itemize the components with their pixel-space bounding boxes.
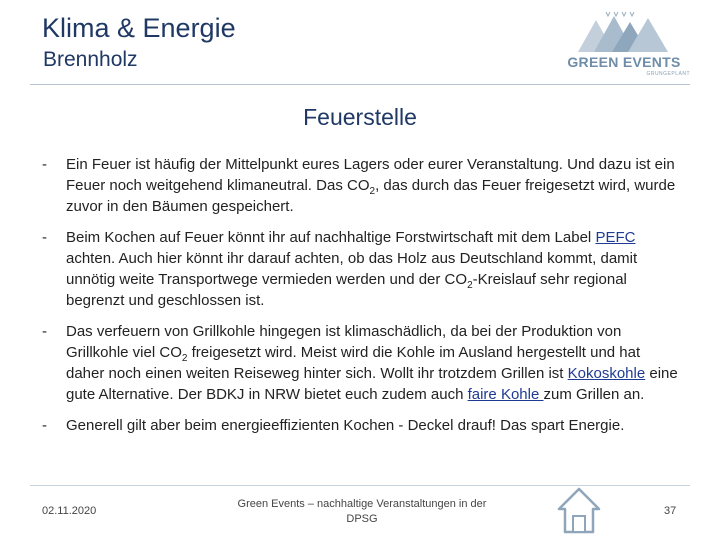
subscript: 2 [181, 353, 188, 364]
footer-date: 02.11.2020 [42, 505, 97, 517]
bullet-text: Beim Kochen auf Feuer könnt ihr auf nachhaltige Forstwirtschaft mit dem Label [66, 229, 596, 246]
bullet-text: zum Grillen an. [543, 386, 645, 403]
logo-wordmark: GREEN EVENTS [567, 54, 681, 70]
bullet-text: Ein Feuer ist häufig der Mittelpunkt eures Lagers oder eurer Veranstaltung. Und dazu ist ein Feuer noch weitgehend klimaneutral. Das CO [66, 156, 675, 194]
bullet-item [42, 415, 682, 436]
bullet-dash: - [42, 229, 47, 246]
bullet-item [42, 321, 682, 405]
header-title: Klima & Energie [42, 13, 236, 43]
header-divider [30, 84, 690, 85]
bullet-text: Generell gilt aber beim energieeffizienten Kochen - Deckel drauf! Das spart Energie. [66, 417, 625, 434]
bullet-text: eine gute Alternative. Der BDKJ in NRW bietet euch zudem auch [66, 365, 678, 403]
bullet-text: -Kreislauf sehr regional begrenzt und geschlossen ist. [66, 271, 627, 309]
bullet-text: Das verfeuern von Grillkohle hingegen ist klimaschädlich, da bei der Produktion von Grillkohle viel CO [66, 323, 622, 361]
bullet-item [42, 227, 682, 311]
bullet-dash: - [42, 156, 47, 173]
faire-kohle-link[interactable]: faire Kohle [467, 386, 544, 403]
bullet-item [42, 154, 682, 217]
bullet-text: , das durch das Feuer freigesetzt wird, wurde zuvor in den Bäumen gespeichert. [66, 177, 676, 215]
green-events-logo [558, 10, 690, 76]
header-subtitle: Brennholz [43, 48, 138, 71]
pefc-link[interactable]: PEFC [595, 229, 636, 246]
bullet-text: achten. Auch hier könnt ihr darauf achten, ob das Holz aus Deutschland kommt, damit unnötig weite Transportwege vermieden werden und der CO [66, 250, 638, 288]
kokoskohle-link[interactable]: Kokoskohle [567, 365, 646, 382]
subscript: 2 [467, 280, 473, 291]
slide-title: Feuerstelle [303, 104, 417, 130]
subscript: 2 [369, 186, 376, 197]
home-icon [556, 486, 602, 536]
page-number: 37 [664, 505, 677, 517]
logo-tagline: GRUNGEPLANT [646, 71, 690, 77]
footer-caption: Green Events – nachhaltige Veranstaltungen in der DPSG [237, 498, 487, 525]
bullet-dash: - [42, 323, 47, 340]
home-button[interactable] [556, 486, 602, 536]
bullet-text: freigesetzt wird. Meist wird die Kohle im Ausland hergestellt und hat daher noch einen weiten Reiseweg hinter sich. Wollt ihr trotzdem Grillen ist [66, 344, 641, 382]
bullet-dash: - [42, 417, 47, 434]
bullet-list [42, 154, 682, 446]
mountains-icon [578, 10, 670, 54]
